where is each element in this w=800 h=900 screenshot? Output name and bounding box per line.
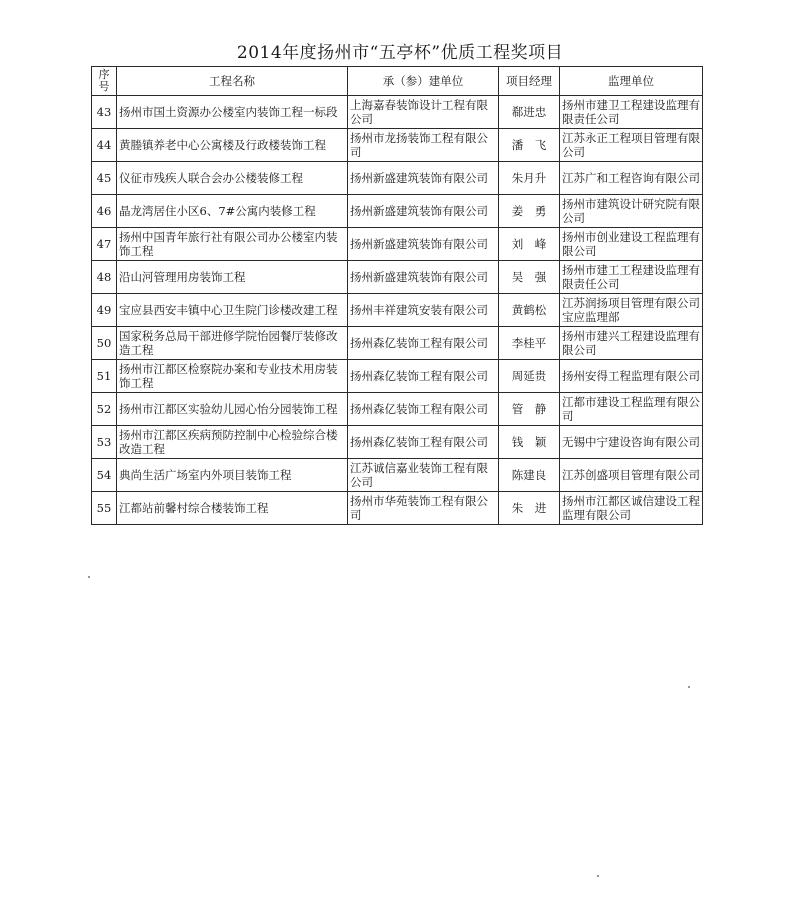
cell-no: 48 [92, 261, 117, 294]
cell-manager: 朱月升 [499, 162, 560, 195]
cell-manager: 陈建良 [499, 459, 560, 492]
cell-supervisor: 扬州市江都区诚信建设工程监理有限公司 [560, 492, 703, 525]
award-table [91, 66, 703, 525]
cell-no: 51 [92, 360, 117, 393]
cell-builder: 扬州丰祥建筑安装有限公司 [348, 294, 499, 327]
cell-supervisor: 江苏润扬项目管理有限公司宝应监理部 [560, 294, 703, 327]
cell-builder: 上海嘉春装饰设计工程有限公司 [348, 96, 499, 129]
cell-manager: 黄鹤松 [499, 294, 560, 327]
cell-name: 扬州市江都区疾病预防控制中心检验综合楼改造工程 [117, 426, 348, 459]
cell-supervisor: 江苏广和工程咨询有限公司 [560, 162, 703, 195]
cell-name: 扬州市江都区实验幼儿园心怡分园装饰工程 [117, 393, 348, 426]
cell-name: 江都站前馨村综合楼装饰工程 [117, 492, 348, 525]
cell-builder: 扬州新盛建筑装饰有限公司 [348, 261, 499, 294]
cell-no: 47 [92, 228, 117, 261]
cell-supervisor: 无锡中宁建设咨询有限公司 [560, 426, 703, 459]
cell-manager: 管 静 [499, 393, 560, 426]
header-name: 工程名称 [117, 67, 348, 96]
table-row [92, 96, 703, 129]
cell-manager: 钱 颖 [499, 426, 560, 459]
cell-manager: 潘 飞 [499, 129, 560, 162]
cell-supervisor: 江苏创盛项目管理有限公司 [560, 459, 703, 492]
table-row [92, 195, 703, 228]
cell-supervisor: 扬州市建卫工程建设监理有限责任公司 [560, 96, 703, 129]
table-row [92, 327, 703, 360]
cell-no: 45 [92, 162, 117, 195]
cell-builder: 扬州市龙扬装饰工程有限公司 [348, 129, 499, 162]
table-header-row [92, 67, 703, 96]
cell-builder: 扬州市华苑装饰工程有限公司 [348, 492, 499, 525]
scan-speck [88, 576, 90, 578]
cell-builder: 扬州森亿装饰工程有限公司 [348, 393, 499, 426]
table-row [92, 294, 703, 327]
cell-manager: 周延贵 [499, 360, 560, 393]
table-row [92, 360, 703, 393]
cell-name: 晶龙湾居住小区6、7#公寓内装修工程 [117, 195, 348, 228]
cell-no: 55 [92, 492, 117, 525]
table-row [92, 261, 703, 294]
page-title: 2014年度扬州市“五亭杯”优质工程奖项目 [236, 43, 564, 63]
header-supervisor: 监理单位 [560, 67, 703, 96]
table-row [92, 129, 703, 162]
cell-name: 仪征市残疾人联合会办公楼装修工程 [117, 162, 348, 195]
cell-builder: 扬州新盛建筑装饰有限公司 [348, 162, 499, 195]
cell-name: 扬州市江都区检察院办案和专业技术用房装饰工程 [117, 360, 348, 393]
table-row [92, 426, 703, 459]
header-manager: 项目经理 [499, 67, 560, 96]
cell-no: 43 [92, 96, 117, 129]
cell-name: 黄塍镇养老中心公寓楼及行政楼装饰工程 [117, 129, 348, 162]
cell-name: 国家税务总局干部进修学院怡园餐厅装修改造工程 [117, 327, 348, 360]
cell-no: 54 [92, 459, 117, 492]
cell-name: 沿山河管理用房装饰工程 [117, 261, 348, 294]
header-no: 序号 [92, 67, 117, 96]
table-row [92, 492, 703, 525]
cell-no: 49 [92, 294, 117, 327]
cell-manager: 吴 强 [499, 261, 560, 294]
cell-no: 44 [92, 129, 117, 162]
cell-manager: 刘 峰 [499, 228, 560, 261]
cell-supervisor: 江都市建设工程监理有限公司 [560, 393, 703, 426]
cell-name: 扬州中国青年旅行社有限公司办公楼室内装饰工程 [117, 228, 348, 261]
cell-manager: 郗进忠 [499, 96, 560, 129]
cell-supervisor: 扬州市建筑设计研究院有限公司 [560, 195, 703, 228]
table-body [92, 96, 703, 525]
cell-supervisor: 江苏永正工程项目管理有限公司 [560, 129, 703, 162]
cell-supervisor: 扬州市建兴工程建设监理有限公司 [560, 327, 703, 360]
cell-supervisor: 扬州市创业建设工程监理有限公司 [560, 228, 703, 261]
cell-manager: 姜 勇 [499, 195, 560, 228]
cell-name: 典尚生活广场室内外项目装饰工程 [117, 459, 348, 492]
scan-speck [688, 686, 690, 688]
table-row [92, 228, 703, 261]
cell-name: 扬州市国土资源办公楼室内装饰工程一标段 [117, 96, 348, 129]
table-row [92, 393, 703, 426]
cell-builder: 扬州新盛建筑装饰有限公司 [348, 195, 499, 228]
cell-name: 宝应县西安丰镇中心卫生院门诊楼改建工程 [117, 294, 348, 327]
cell-no: 50 [92, 327, 117, 360]
cell-builder: 江苏诚信嘉业装饰工程有限公司 [348, 459, 499, 492]
scan-speck [597, 875, 599, 877]
cell-builder: 扬州新盛建筑装饰有限公司 [348, 228, 499, 261]
cell-builder: 扬州森亿装饰工程有限公司 [348, 426, 499, 459]
header-builder: 承（参）建单位 [348, 67, 499, 96]
table-row [92, 459, 703, 492]
cell-builder: 扬州森亿装饰工程有限公司 [348, 360, 499, 393]
cell-no: 46 [92, 195, 117, 228]
cell-manager: 李桂平 [499, 327, 560, 360]
cell-supervisor: 扬州安得工程监理有限公司 [560, 360, 703, 393]
cell-manager: 朱 进 [499, 492, 560, 525]
cell-no: 52 [92, 393, 117, 426]
cell-supervisor: 扬州市建工工程建设监理有限责任公司 [560, 261, 703, 294]
table-row [92, 162, 703, 195]
cell-no: 53 [92, 426, 117, 459]
cell-builder: 扬州森亿装饰工程有限公司 [348, 327, 499, 360]
